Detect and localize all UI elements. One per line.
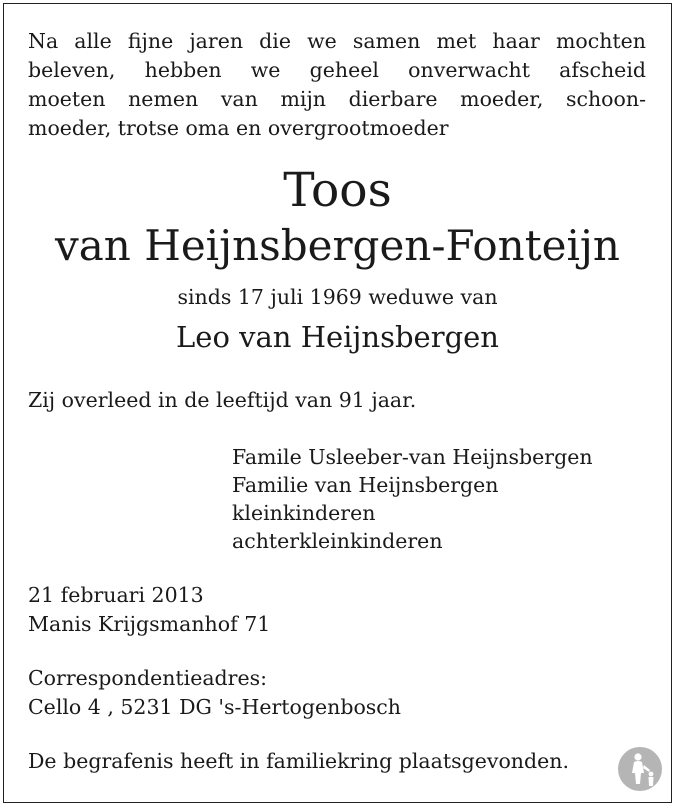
- widow-line: sinds 17 juli 1969 weduwe van: [177, 285, 498, 309]
- family-list: [232, 443, 593, 555]
- family-member: achterkleinkinderen: [232, 529, 443, 553]
- intro-paragraph: [28, 27, 646, 143]
- intro-line: moeder, trotse oma en overgrootmoeder: [28, 116, 449, 140]
- intro-line: moeten nemen van mijn dierbare moeder, schoon-: [28, 87, 646, 111]
- husband-name: Leo van Heijnsbergen: [176, 320, 499, 354]
- correspondence-label: Correspondentieadres:: [28, 666, 268, 690]
- correspondence-address: Cello 4 , 5231 DG 's-Hertogenbosch: [28, 694, 401, 719]
- notice-date: 21 februari 2013: [28, 583, 204, 607]
- deceased-first-name: Toos: [283, 163, 392, 218]
- intro-line: beleven, hebben we geheel onverwacht afscheid: [28, 58, 646, 82]
- date-place-block: [28, 581, 270, 638]
- family-member: kleinkinderen: [232, 501, 376, 525]
- deceased-full-name: van Heijnsbergen-Fonteijn: [55, 221, 620, 270]
- mourning-figure-icon: [617, 746, 663, 792]
- correspondence-block: [28, 664, 401, 721]
- family-member: Familie van Heijnsbergen: [232, 473, 499, 497]
- intro-line: Na alle fijne jaren die we samen met haar mochten: [28, 29, 646, 53]
- funeral-line: De begrafenis heeft in familiekring plaatsgevonden.: [28, 749, 569, 773]
- notice-place: Manis Krijgsmanhof 71: [28, 611, 271, 636]
- age-line: Zij overleed in de leeftijd van 91 jaar.: [28, 388, 417, 412]
- family-member: Famile Usleeber-van Heijnsbergen: [232, 445, 593, 469]
